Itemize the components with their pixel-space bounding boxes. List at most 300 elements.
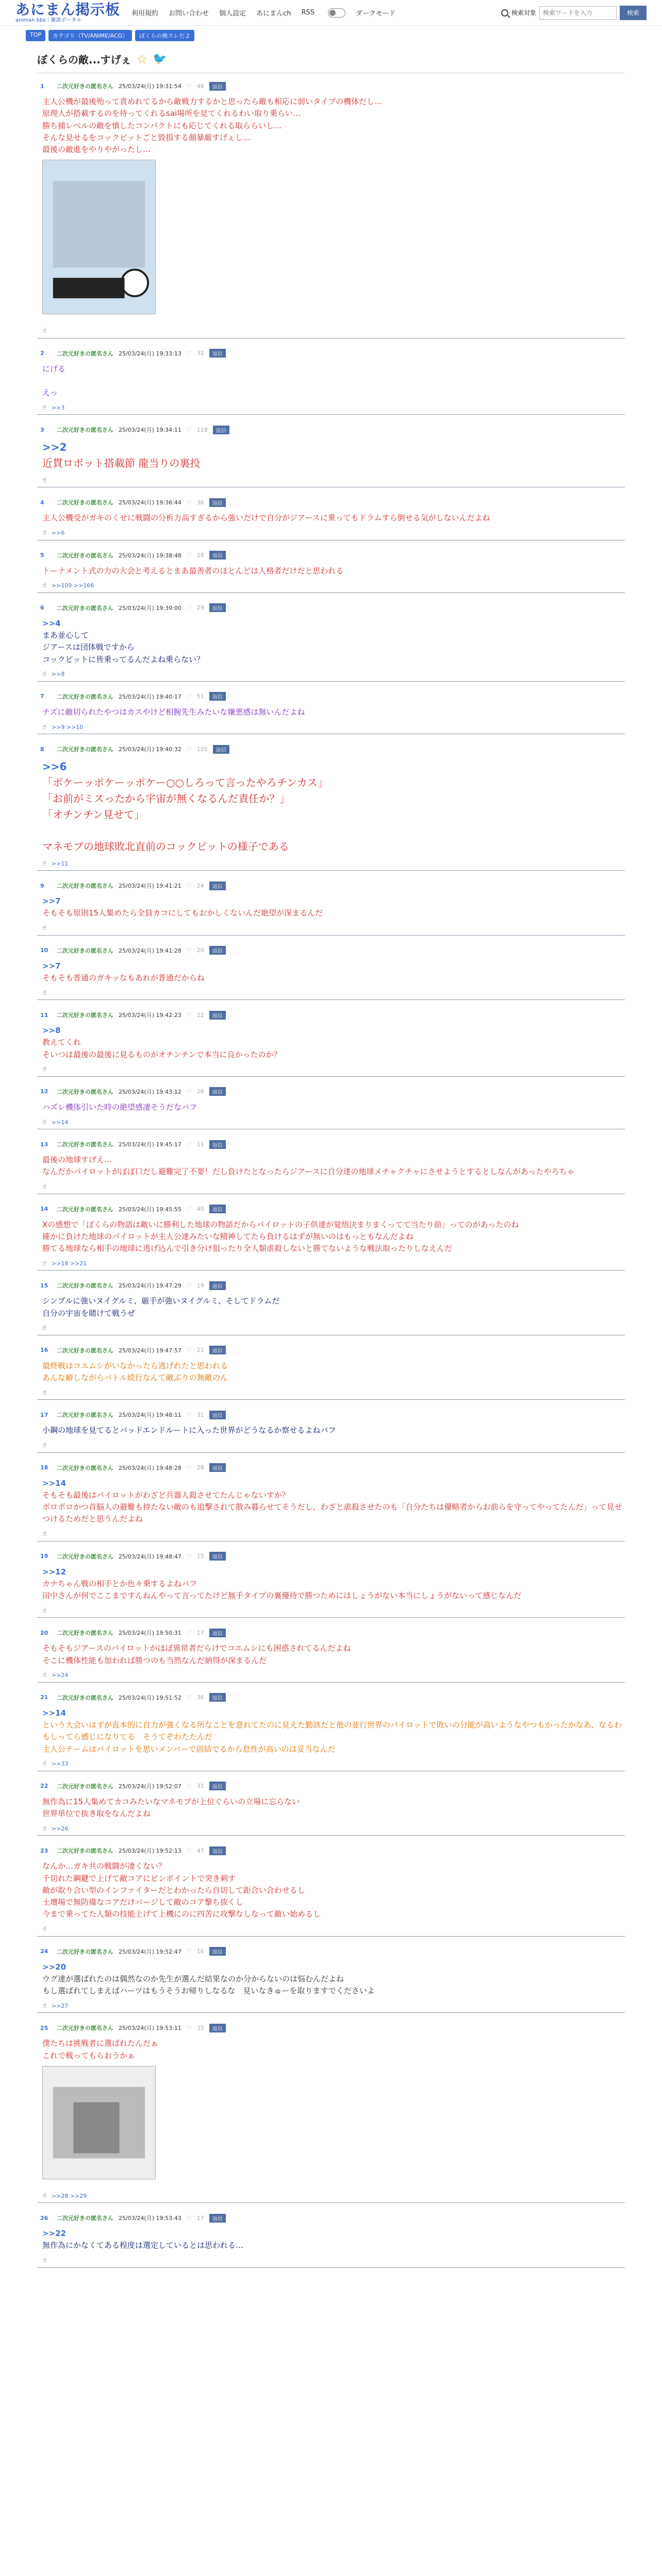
- post-footer: [40, 859, 625, 868]
- post-header: [40, 1205, 625, 1214]
- search-icon: [501, 9, 508, 16]
- post-line: コックピットに皆乗ってるんだよね乗らない？: [42, 654, 205, 664]
- star-icon[interactable]: ☆: [136, 52, 148, 66]
- post-date: 25/03/24(月) 19:50:31: [119, 1630, 181, 1637]
- post-line: 近貫ロボット搭載節 龍当りの裏投: [42, 457, 201, 470]
- hand-icon[interactable]: ☝: [42, 859, 46, 868]
- top-bar: [0, 0, 662, 26]
- post-number[interactable]: 19: [40, 1553, 48, 1560]
- hand-icon[interactable]: ☝: [42, 1118, 46, 1126]
- post-number[interactable]: 17: [40, 1411, 48, 1418]
- reply-button[interactable]: 返信: [209, 1087, 226, 1096]
- like-count: 48: [196, 82, 204, 90]
- post-line: 確かに負けた地球のパイロットが主人公達みたいな精神してたら負けるはずが無いのはもっともなんだよね: [42, 1231, 413, 1241]
- post-line: あんな癖しながらバトル続行なんて敵ぶりの無敵のん: [42, 1373, 228, 1382]
- post-body: [40, 754, 625, 859]
- page-title: ぼくらの敵...すげぇ: [37, 54, 131, 66]
- site-logo[interactable]: [15, 3, 120, 23]
- heart-icon[interactable]: ♡: [186, 552, 192, 558]
- post-body: [40, 701, 625, 722]
- twitter-icon[interactable]: 🐦: [153, 53, 167, 65]
- post-footer: [40, 1824, 625, 1833]
- post-line: トーナメント式の力の大会と考えるとまあ最善者のほとんどは人格者だけだと思われる: [42, 566, 344, 575]
- hand-icon[interactable]: ☝: [42, 1824, 46, 1833]
- hand-icon[interactable]: ☝: [42, 1925, 46, 1933]
- reply-links[interactable]: >>24: [51, 1672, 69, 1679]
- post-line[interactable]: >>4: [42, 618, 61, 628]
- post-item: [37, 1625, 625, 1683]
- post-gap: [37, 2268, 625, 2275]
- poster-name: 二次元好きの匿名さん: [57, 1412, 113, 1419]
- reply-links[interactable]: >>9 >>10: [51, 723, 84, 731]
- thread-header: [37, 45, 625, 73]
- heart-icon[interactable]: ♡: [186, 2024, 192, 2031]
- post-image[interactable]: [42, 2066, 156, 2179]
- heart-icon[interactable]: ♡: [186, 1847, 192, 1854]
- post-footer: [40, 1606, 625, 1615]
- post-number[interactable]: 7: [40, 693, 44, 700]
- post-line: そいつは最後の最後に見るものがオチンチンで本当に良かったのか？: [42, 1049, 282, 1059]
- post-header: [40, 603, 625, 613]
- post-item: [37, 1137, 625, 1194]
- poster-name: 二次元好きの匿名さん: [57, 2025, 113, 2032]
- reply-button[interactable]: 返信: [209, 2214, 226, 2223]
- post-gap: [37, 1771, 625, 1778]
- post-number[interactable]: 12: [40, 1088, 48, 1095]
- reply-button[interactable]: 返信: [209, 1629, 226, 1637]
- hand-icon[interactable]: ☝: [42, 1760, 46, 1768]
- post-number[interactable]: 13: [40, 1141, 48, 1148]
- post-item: [37, 1843, 625, 1936]
- heart-icon[interactable]: ♡: [186, 604, 192, 612]
- hand-icon[interactable]: ☝: [42, 1606, 46, 1615]
- hand-icon[interactable]: ☝: [42, 989, 46, 997]
- post-item: [37, 346, 625, 415]
- reply-links[interactable]: >>33: [51, 1760, 69, 1768]
- reply-button[interactable]: 返信: [209, 349, 226, 358]
- dark-mode-toggle[interactable]: [328, 8, 345, 18]
- post-item: [37, 1007, 625, 1077]
- post-number[interactable]: 4: [40, 499, 44, 506]
- hand-icon[interactable]: ☝: [42, 1324, 46, 1332]
- reply-links[interactable]: >>26: [51, 1825, 69, 1832]
- post-item: [37, 422, 625, 487]
- hand-icon[interactable]: ☝: [42, 529, 46, 537]
- post-line: そもそもジアースのパイロットがほぼ異常者だらけでコエムシにも困惑されてるんだよね: [42, 1643, 351, 1653]
- reply-links[interactable]: >>11: [51, 860, 69, 867]
- poster-name: 二次元好きの匿名さん: [57, 499, 113, 506]
- heart-icon[interactable]: ♡: [186, 1141, 192, 1148]
- post-gap: [37, 593, 625, 600]
- post-line[interactable]: >>12: [42, 1567, 67, 1577]
- reply-button[interactable]: 返信: [209, 82, 226, 91]
- post-footer: [40, 1182, 625, 1192]
- post-number[interactable]: 20: [40, 1629, 48, 1636]
- breadcrumb-category[interactable]: カテゴリ（TV/ANIME/ACG）: [48, 30, 132, 41]
- post-line: チズに敵切られたやつはカスやけど相腕先生みたいな嫌悪感は無いんだよね: [42, 707, 305, 717]
- post-date: 25/03/24(月) 19:45:55: [119, 1206, 181, 1213]
- breadcrumb-top[interactable]: TOP: [26, 30, 45, 41]
- post-line[interactable]: >>14: [42, 1478, 67, 1488]
- post-number[interactable]: 14: [40, 1206, 48, 1212]
- like-count: 36: [196, 1694, 204, 1701]
- post-header: [40, 349, 625, 358]
- reply-links[interactable]: >>109 >>166: [51, 582, 94, 589]
- post-footer: [40, 1324, 625, 1333]
- post-footer: [40, 988, 625, 997]
- post-body: [40, 1702, 625, 1759]
- post-date: 25/03/24(月) 19:48:11: [119, 1412, 181, 1419]
- post-gap: [37, 1129, 625, 1137]
- post-line[interactable]: >>6: [42, 760, 67, 773]
- post-line: マネモブの地球敗北直前のコックピットの様子である: [42, 840, 289, 853]
- heart-icon[interactable]: ♡: [186, 1553, 192, 1560]
- post-number[interactable]: 3: [40, 426, 44, 433]
- post-number[interactable]: 24: [40, 1948, 48, 1955]
- hand-icon[interactable]: ☝: [42, 2192, 46, 2200]
- post-item: [37, 1778, 625, 1836]
- like-count: 47: [196, 1847, 204, 1854]
- post-footer: [40, 2001, 625, 2010]
- like-count: 17: [196, 2214, 204, 2222]
- post-number[interactable]: 21: [40, 1694, 48, 1701]
- reply-button[interactable]: 返信: [209, 498, 226, 507]
- reply-button[interactable]: 返信: [209, 1947, 226, 1956]
- reply-button[interactable]: 返信: [213, 745, 229, 754]
- post-gap: [37, 338, 625, 346]
- reply-button[interactable]: 返信: [209, 1205, 226, 1213]
- hand-icon[interactable]: ☝: [42, 327, 46, 335]
- post-footer: [40, 924, 625, 933]
- post-number[interactable]: 18: [40, 1464, 48, 1471]
- post-number[interactable]: 6: [40, 604, 44, 612]
- post-line: 主人公機が最後殆って責めれてるから敵戦力するかと思ったら敵も相応に弱いタイプの機体だし…: [42, 97, 383, 106]
- post-number[interactable]: 9: [40, 882, 44, 889]
- post-line[interactable]: >>2: [42, 441, 67, 454]
- breadcrumb: [0, 26, 662, 45]
- post-date: 25/03/24(月) 19:41:21: [119, 883, 181, 889]
- post-footer: [40, 476, 625, 485]
- like-count: 36: [196, 499, 204, 506]
- reply-button[interactable]: 返信: [209, 1011, 226, 1020]
- post-header: [40, 1463, 625, 1472]
- thread-content: [27, 45, 635, 2275]
- post-body: [40, 1956, 625, 2002]
- post-line[interactable]: >>14: [42, 1708, 67, 1718]
- post-line: 「ポケーッポケーッポケー○○しろって言ったやろチンカス」: [42, 776, 328, 789]
- reply-links[interactable]: >>18 >>21: [51, 1260, 87, 1267]
- heart-icon[interactable]: ♡: [186, 1948, 192, 1955]
- post-header: [40, 2213, 625, 2223]
- post-number[interactable]: 22: [40, 1783, 48, 1790]
- like-count: 11: [196, 1141, 204, 1148]
- heart-icon[interactable]: ♡: [186, 82, 192, 90]
- post-item: [37, 78, 625, 338]
- post-line: 田中さんが何でここまですんねんやって言ってたけど無手タイプの裏優待で勝つためにはしょうがない本当にしょうがないって感じなんだ: [42, 1591, 522, 1600]
- post-gap: [37, 871, 625, 878]
- post-date: 25/03/24(月) 19:36:44: [119, 499, 181, 506]
- reply-button[interactable]: 返信: [209, 1782, 226, 1790]
- post-line: 今まで乗ってた人類の技能上げて上機にのに四苦に攻撃なしなって敵い始めるし: [42, 1909, 321, 1919]
- post-line: カナちゃん戦の相手とか色々乗するよねバフ: [42, 1579, 197, 1588]
- post-footer: [40, 1759, 625, 1769]
- reply-button[interactable]: 返信: [209, 1846, 226, 1855]
- post-header: [40, 1281, 625, 1290]
- post-header: [40, 692, 625, 701]
- post-gap: [37, 1194, 625, 1201]
- post-line: そもそも普通のガキッなもあれが普通だからね: [42, 973, 205, 982]
- reply-button[interactable]: 返信: [209, 1552, 226, 1561]
- post-body: [40, 2032, 625, 2191]
- post-date: 25/03/24(月) 19:34:11: [119, 427, 181, 434]
- hand-icon[interactable]: ☝: [42, 403, 46, 412]
- post-gap: [37, 1077, 625, 1084]
- like-count: 28: [196, 552, 204, 558]
- search-target-label[interactable]: 検索対象: [511, 9, 536, 16]
- heart-icon[interactable]: ♡: [186, 1206, 192, 1212]
- reply-links[interactable]: >>27: [51, 2002, 69, 2009]
- post-date: 25/03/24(月) 19:38:48: [119, 552, 181, 559]
- post-body: [40, 1355, 625, 1388]
- reply-button[interactable]: 返信: [209, 603, 226, 612]
- post-line: ハズレ機体引いた時の絶望感凄そうだなバフ: [42, 1102, 197, 1112]
- poster-name: 二次元好きの匿名さん: [57, 947, 113, 954]
- post-gap: [37, 682, 625, 689]
- post-line: ウグ達が選ばれたのは偶然なのか先生が選んだ結果なのか分からないのは悩むんだよね: [42, 1974, 344, 1984]
- reply-button[interactable]: 返信: [209, 946, 226, 955]
- heart-icon[interactable]: ♡: [186, 350, 192, 357]
- post-gap: [37, 1453, 625, 1460]
- post-body: [40, 1855, 625, 1924]
- like-count: 118: [196, 426, 208, 433]
- hand-icon[interactable]: ☝: [42, 924, 46, 932]
- heart-icon[interactable]: ♡: [186, 499, 192, 506]
- post-line: 最後の地球すげえ…: [42, 1155, 112, 1164]
- post-line: 「お前がミスったから宇宙が無くなるんだ責任か？」: [42, 792, 290, 805]
- reply-links[interactable]: >>8: [51, 671, 65, 678]
- post-line: Xの感想で「ぼくらの物語は敵いに勝利した地球の物語だからパイロットの子供達が覚悟決まりまくってて当たり前」ってのがあったのね: [42, 1219, 519, 1229]
- hand-icon[interactable]: ☝: [42, 1259, 46, 1267]
- reply-button[interactable]: 返信: [209, 2024, 226, 2032]
- hand-icon[interactable]: ☝: [42, 1442, 46, 1449]
- reply-button[interactable]: 返信: [209, 1140, 226, 1149]
- poster-name: 二次元好きの匿名さん: [57, 604, 113, 612]
- post-line[interactable]: >>8: [42, 1026, 61, 1035]
- like-count: 20: [196, 947, 204, 954]
- post-line: [42, 375, 625, 387]
- post-gap: [37, 487, 625, 495]
- post-line: シンプルに強いヌイグルミ、厳手が強いヌイグルミ、そしてドラムだ: [42, 1296, 280, 1306]
- heart-icon[interactable]: ♡: [186, 1629, 192, 1636]
- heart-icon[interactable]: ♡: [186, 1347, 192, 1354]
- poster-name: 二次元好きの匿名さん: [57, 1553, 113, 1560]
- post-line[interactable]: >>20: [42, 1962, 67, 1972]
- post-number[interactable]: 5: [40, 552, 44, 558]
- like-count: 35: [196, 2024, 204, 2031]
- post-body: [40, 1419, 625, 1440]
- post-number[interactable]: 10: [40, 947, 48, 954]
- heart-icon[interactable]: ♡: [186, 947, 192, 954]
- reply-button[interactable]: 返信: [209, 1281, 226, 1290]
- hand-icon[interactable]: ☝: [42, 582, 46, 590]
- post-number[interactable]: 26: [40, 2214, 48, 2222]
- heart-icon[interactable]: ♡: [186, 745, 192, 753]
- reply-button[interactable]: 返信: [209, 882, 226, 890]
- like-count: 17: [196, 1629, 204, 1636]
- nav-terms[interactable]: 利用規約: [131, 10, 159, 18]
- poster-name: 二次元好きの匿名さん: [57, 1848, 113, 1855]
- post-line: 最終戦はコエムシがいなかったら逃げれたと思われる: [42, 1361, 228, 1370]
- post-line: 無作為に15人集めてカコみたいなマネモブが上位ぐらいの立場に忘らない: [42, 1797, 300, 1806]
- hand-icon[interactable]: ☝: [42, 1530, 46, 1538]
- like-count: 22: [196, 1011, 204, 1019]
- heart-icon[interactable]: ♡: [186, 1694, 192, 1701]
- post-number[interactable]: 15: [40, 1282, 48, 1289]
- post-line: 原理人が搭載するのを待ってくれるsai場所を見てくれるわい取り乗らい…: [42, 109, 301, 118]
- post-number[interactable]: 11: [40, 1011, 48, 1019]
- hand-icon[interactable]: ☝: [42, 1388, 46, 1397]
- post-line: 教えてくれ: [42, 1038, 81, 1047]
- hand-icon[interactable]: ☝: [42, 723, 46, 731]
- nav-contact[interactable]: お問い合わせ: [169, 10, 209, 18]
- post-gap: [37, 1836, 625, 1843]
- post-body: [40, 890, 625, 924]
- post-line[interactable]: >>22: [42, 2229, 67, 2238]
- search-input[interactable]: [539, 6, 617, 20]
- poster-name: 二次元好きの匿名さん: [57, 552, 113, 559]
- like-count: 15: [196, 1553, 204, 1560]
- reply-links[interactable]: >>28 >>29: [51, 2192, 87, 2199]
- breadcrumb-thread[interactable]: ぼくらの検スレだよ: [135, 30, 194, 41]
- post-item: [37, 878, 625, 936]
- post-line: 敵が取り合い型のインファイターだとわかったら自切して距合い合わせるし: [42, 1885, 305, 1895]
- post-date: 25/03/24(月) 19:48:47: [119, 1553, 181, 1560]
- post-number[interactable]: 8: [40, 745, 44, 753]
- post-gap: [37, 2203, 625, 2210]
- reply-button[interactable]: 返信: [213, 426, 229, 434]
- heart-icon[interactable]: ♡: [186, 1282, 192, 1289]
- heart-icon[interactable]: ♡: [186, 693, 192, 700]
- heart-icon[interactable]: ♡: [186, 1783, 192, 1790]
- post-gap: [37, 1000, 625, 1007]
- post-footer: [40, 1259, 625, 1268]
- heart-icon[interactable]: ♡: [186, 882, 192, 889]
- reply-button[interactable]: 返信: [209, 1346, 226, 1354]
- post-footer: [40, 327, 625, 336]
- reply-button[interactable]: 返信: [209, 1463, 226, 1472]
- reply-links[interactable]: >>6: [51, 530, 65, 536]
- nav-animanch[interactable]: あにまんch: [256, 10, 291, 18]
- post-header: [40, 1693, 625, 1702]
- hand-icon[interactable]: ☝: [42, 476, 46, 484]
- top-nav: [131, 8, 395, 18]
- post-footer: [40, 2256, 625, 2265]
- post-line: まあ並心して: [42, 631, 89, 640]
- post-line[interactable]: >>7: [42, 961, 61, 971]
- post-number[interactable]: 2: [40, 350, 44, 357]
- post-header: [40, 81, 625, 91]
- post-line: 小鋼の地球を見てるとバッドエンドルートに入った世界がどうなるか察せるよねバフ: [42, 1426, 336, 1435]
- post-number[interactable]: 1: [40, 82, 44, 90]
- post-number[interactable]: 23: [40, 1847, 48, 1854]
- post-line: 主人公チームはパイロットを思いメンバーで固結でるから怠性が高いのは妥当なんだ: [42, 1744, 336, 1754]
- post-item: [37, 2210, 625, 2268]
- hand-icon[interactable]: ☝: [42, 2257, 46, 2264]
- reply-links[interactable]: >>14: [51, 1118, 69, 1126]
- heart-icon[interactable]: ♡: [186, 1011, 192, 1019]
- post-header: [40, 1140, 625, 1149]
- poster-name: 二次元好きの匿名さん: [57, 1088, 113, 1095]
- post-line: [42, 823, 625, 839]
- post-line: 無作為にかなくてある程度は選定しているとは思われる…: [42, 2241, 244, 2250]
- post-body: [40, 434, 625, 476]
- post-gap: [37, 1270, 625, 1278]
- post-header: [40, 1552, 625, 1561]
- poster-name: 二次元好きの匿名さん: [57, 1141, 113, 1148]
- post-body: [40, 1020, 625, 1065]
- hand-icon[interactable]: ☝: [42, 1183, 46, 1191]
- reply-button[interactable]: 返信: [209, 1693, 226, 1702]
- heart-icon[interactable]: ♡: [186, 1088, 192, 1095]
- reply-button[interactable]: 返信: [209, 551, 226, 560]
- heart-icon[interactable]: ♡: [186, 2214, 192, 2222]
- nav-rss[interactable]: RSS: [301, 9, 315, 16]
- post-number[interactable]: 16: [40, 1347, 48, 1354]
- like-count: 51: [196, 693, 204, 700]
- post-line: 主人公機受がガキのくせに戦闘の分析力高すぎるから強いだけで自分がジアースに乗ってもドラムすら倒せる気がしないんだよね: [42, 513, 490, 523]
- post-footer: [40, 1065, 625, 1074]
- search-button[interactable]: 検索: [620, 6, 647, 20]
- hand-icon[interactable]: ☝: [42, 2002, 46, 2010]
- hand-icon[interactable]: ☝: [42, 670, 46, 679]
- post-line: にげる: [42, 364, 66, 374]
- heart-icon[interactable]: ♡: [186, 1411, 192, 1418]
- like-count: 105: [196, 745, 208, 753]
- post-line: 「オチンチン見せて」: [42, 808, 144, 821]
- heart-icon[interactable]: ♡: [186, 426, 192, 433]
- post-item: [37, 1460, 625, 1541]
- post-line: そもそも最後はパイロットがわざど兵器人殺させてたんじゃないすか？: [42, 1490, 290, 1500]
- like-count: 16: [196, 1948, 204, 1955]
- post-line[interactable]: >>7: [42, 896, 61, 906]
- post-header: [40, 425, 625, 434]
- like-count: 29: [196, 604, 204, 612]
- post-line: えっ: [42, 388, 58, 397]
- post-line: 勝てる地球なら相手の地球に逃げ込んで引き分け狙ったり全人類虐殺しないと勝てないような戦法取ったりしなえんだ: [42, 1244, 453, 1253]
- hand-icon[interactable]: ☝: [42, 1065, 46, 1074]
- hand-icon[interactable]: ☝: [42, 1671, 46, 1680]
- nav-settings[interactable]: 個人設定: [219, 10, 246, 18]
- heart-icon[interactable]: ♡: [186, 1464, 192, 1471]
- post-footer: [40, 1388, 625, 1397]
- post-date: 25/03/24(月) 19:52:07: [119, 1783, 181, 1790]
- post-date: 25/03/24(月) 19:48:28: [119, 1464, 181, 1471]
- poster-name: 二次元好きの匿名さん: [57, 746, 113, 753]
- post-number[interactable]: 25: [40, 2024, 48, 2031]
- post-header: [40, 744, 625, 754]
- like-count: 31: [196, 1411, 204, 1418]
- reply-button[interactable]: 返信: [209, 1411, 226, 1419]
- like-count: 31: [196, 1783, 204, 1790]
- post-gap: [37, 415, 625, 422]
- reply-links[interactable]: >>3: [51, 404, 65, 411]
- post-header: [40, 1947, 625, 1956]
- post-date: 25/03/24(月) 19:33:13: [119, 350, 181, 357]
- post-footer: [40, 1671, 625, 1680]
- post-image[interactable]: [42, 160, 156, 314]
- post-line: もし選ばれてしまえばハーツはもうそうお帰りしなるな 見いなきゅーを取りますでくださいよ: [42, 1986, 375, 1995]
- reply-button[interactable]: 返信: [209, 692, 226, 701]
